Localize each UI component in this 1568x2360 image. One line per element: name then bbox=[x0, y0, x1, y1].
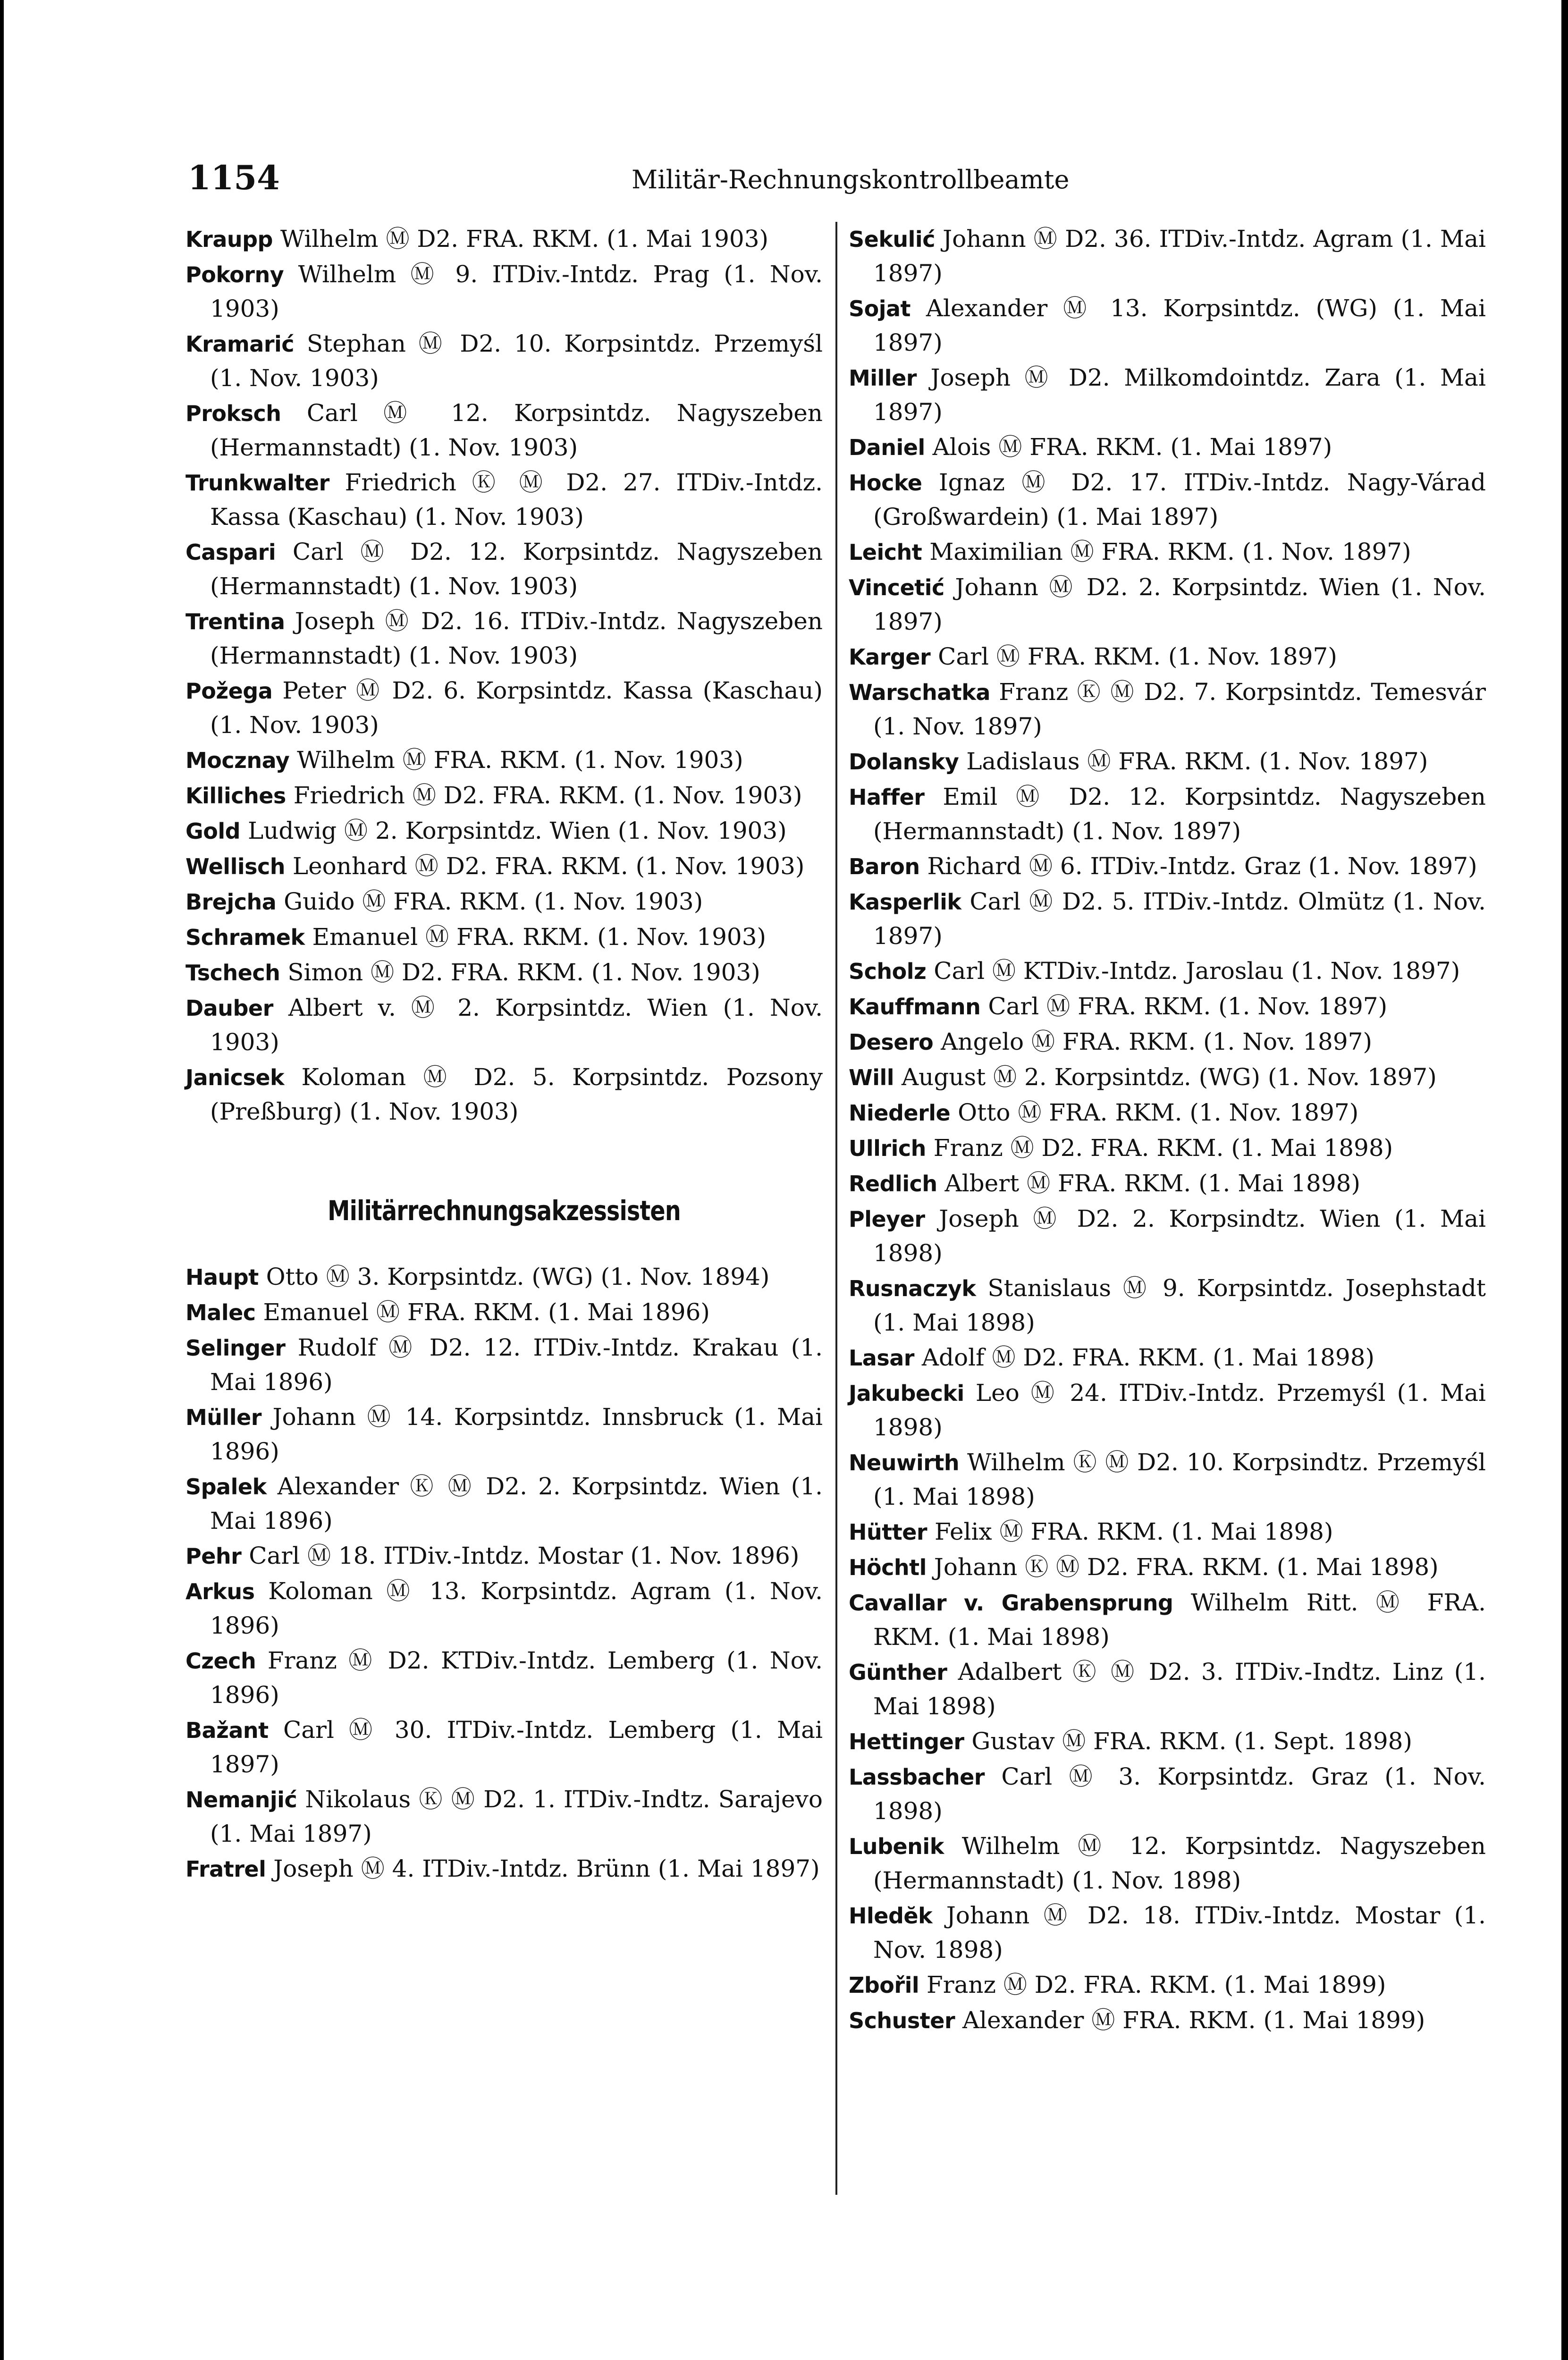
entry-surname: Haffer bbox=[849, 784, 925, 810]
list-item bbox=[185, 991, 823, 1059]
entry-details: Johann Ⓚ Ⓜ D2. FRA. RKM. (1. Mai 1898) bbox=[926, 1553, 1439, 1581]
entry-details: Wilhelm Ⓜ 12. Korpsintdz. Nagyszeben (Hermannstadt) (1. Nov. 1898) bbox=[873, 1832, 1486, 1894]
entry-details: Johann Ⓜ 14. Korpsintdz. Innsbruck (1. Mai 1896) bbox=[210, 1403, 823, 1465]
list-item bbox=[849, 535, 1486, 569]
entry-details: Ignaz Ⓜ D2. 17. ITDiv.-Intdz. Nagy-Várad (Großwardein) (1. Mai 1897) bbox=[873, 469, 1486, 531]
entry-details: Wilhelm Ritt. Ⓜ FRA. RKM. (1. Mai 1898) bbox=[873, 1589, 1486, 1651]
entry-surname: Haupt bbox=[185, 1264, 259, 1290]
entry-surname: Rusnaczyk bbox=[849, 1276, 976, 1301]
entry-details: Joseph Ⓜ D2. Milkomdointdz. Zara (1. Mai 1897) bbox=[873, 364, 1486, 426]
entry-surname: Lubenik bbox=[849, 1834, 944, 1859]
list-item bbox=[849, 989, 1486, 1024]
entry-surname: Proksch bbox=[185, 401, 281, 426]
entry-details: Otto Ⓜ 3. Korpsintdz. (WG) (1. Nov. 1894) bbox=[258, 1263, 770, 1290]
entry-details: Simon Ⓜ D2. FRA. RKM. (1. Nov. 1903) bbox=[280, 959, 760, 986]
entry-details: August Ⓜ 2. Korpsintdz. (WG) (1. Nov. 1897) bbox=[894, 1063, 1437, 1091]
list-item bbox=[185, 920, 823, 954]
entry-surname: Daniel bbox=[849, 435, 925, 460]
list-item bbox=[185, 1713, 823, 1781]
entry-details: Johann Ⓜ D2. 2. Korpsintdz. Wien (1. Nov. 1897) bbox=[873, 573, 1486, 635]
entry-details: Carl Ⓜ 30. ITDiv.-Intdz. Lemberg (1. Mai 1897) bbox=[210, 1716, 823, 1778]
entry-details: Carl Ⓜ FRA. RKM. (1. Nov. 1897) bbox=[930, 643, 1337, 670]
list-item bbox=[849, 1655, 1486, 1723]
entry-surname: Hocke bbox=[849, 470, 922, 496]
list-item bbox=[849, 1060, 1486, 1095]
entry-details: Franz Ⓜ D2. KTDiv.-Intdz. Lemberg (1. Nov. 1896) bbox=[210, 1647, 823, 1709]
list-item bbox=[849, 465, 1486, 534]
entry-surname: Czech bbox=[185, 1648, 256, 1674]
entry-surname: Pokorny bbox=[185, 262, 284, 287]
list-item bbox=[849, 1515, 1486, 1549]
entry-details: Carl Ⓜ KTDiv.-Intdz. Jaroslau (1. Nov. 1897) bbox=[926, 957, 1460, 985]
entry-details: Felix Ⓜ FRA. RKM. (1. Mai 1898) bbox=[927, 1518, 1333, 1545]
entry-details: Wilhelm Ⓜ 9. ITDiv.-Intdz. Prag (1. Nov. 1903) bbox=[210, 261, 823, 322]
list-item bbox=[849, 1025, 1486, 1059]
entry-surname: Jakubecki bbox=[849, 1381, 964, 1406]
entry-details: Leonhard Ⓜ D2. FRA. RKM. (1. Nov. 1903) bbox=[285, 852, 805, 880]
list-item bbox=[849, 1271, 1486, 1340]
entry-list-right bbox=[849, 222, 1486, 2038]
entry-surname: Redlich bbox=[849, 1171, 937, 1197]
list-item bbox=[849, 744, 1486, 779]
entry-surname: Hettinger bbox=[849, 1729, 964, 1754]
list-item bbox=[849, 1202, 1486, 1270]
entry-surname: Günther bbox=[849, 1660, 947, 1685]
entry-details: Richard Ⓜ 6. ITDiv.-Intdz. Graz (1. Nov. 1897) bbox=[919, 852, 1477, 880]
list-item bbox=[185, 849, 823, 884]
entry-surname: Trentina bbox=[185, 609, 285, 634]
document-page bbox=[4, 0, 1561, 2360]
entry-details: Leo Ⓜ 24. ITDiv.-Intdz. Przemyśl (1. Mai 1898) bbox=[873, 1379, 1486, 1441]
entry-details: Franz Ⓜ D2. FRA. RKM. (1. Mai 1899) bbox=[919, 1971, 1386, 1998]
entry-surname: Fratrel bbox=[185, 1856, 266, 1882]
list-item bbox=[849, 2003, 1486, 2038]
entry-details: Guido Ⓜ FRA. RKM. (1. Nov. 1903) bbox=[276, 888, 703, 915]
list-item bbox=[185, 955, 823, 990]
entry-details: Johann Ⓜ D2. 18. ITDiv.-Intdz. Mostar (1. Nov. 1898) bbox=[873, 1902, 1486, 1964]
list-item bbox=[185, 535, 823, 603]
entry-details: Alexander Ⓚ Ⓜ D2. 2. Korpsintdz. Wien (1. Mai 1896) bbox=[210, 1473, 823, 1534]
entry-surname: Scholz bbox=[849, 959, 927, 984]
list-item bbox=[185, 222, 823, 256]
entry-details: Wilhelm Ⓚ Ⓜ D2. 10. Korpsindtz. Przemyśl (1. Mai 1898) bbox=[873, 1449, 1486, 1510]
entry-surname: Janicsek bbox=[185, 1065, 285, 1090]
list-item bbox=[185, 1539, 823, 1573]
entry-surname: Wellisch bbox=[185, 854, 285, 879]
list-item bbox=[185, 1644, 823, 1712]
entry-surname: Bažant bbox=[185, 1718, 269, 1743]
entry-surname: Pleyer bbox=[849, 1206, 925, 1232]
list-item bbox=[849, 1724, 1486, 1759]
list-item bbox=[185, 396, 823, 464]
entry-details: Emanuel Ⓜ FRA. RKM. (1. Mai 1896) bbox=[255, 1298, 710, 1326]
entry-details: Joseph Ⓜ 4. ITDiv.-Intdz. Brünn (1. Mai 1897) bbox=[266, 1855, 820, 1882]
page-number: 1154 bbox=[188, 158, 280, 197]
entry-surname: Baron bbox=[849, 854, 920, 879]
entry-surname: Caspari bbox=[185, 539, 276, 565]
entry-details: Carl Ⓜ D2. 12. Korpsintdz. Nagyszeben (Hermannstadt) (1. Nov. 1903) bbox=[210, 538, 823, 600]
entry-surname: Niederle bbox=[849, 1100, 951, 1126]
entry-surname: Kauffmann bbox=[849, 994, 981, 1020]
entry-list-left-a bbox=[185, 222, 823, 1129]
entry-surname: Selinger bbox=[185, 1335, 286, 1361]
entry-details: Koloman Ⓜ D2. 5. Korpsintdz. Pozsony (Preßburg) (1. Nov. 1903) bbox=[210, 1063, 823, 1125]
entry-details: Carl Ⓜ 18. ITDiv.-Intdz. Mostar (1. Nov. 1896) bbox=[241, 1542, 800, 1569]
list-item bbox=[849, 291, 1486, 360]
entry-details: Maximilian Ⓜ FRA. RKM. (1. Nov. 1897) bbox=[922, 538, 1411, 565]
list-item bbox=[185, 1852, 823, 1886]
entry-details: Franz Ⓚ Ⓜ D2. 7. Korpsintdz. Temesvár (1. Nov. 1897) bbox=[873, 678, 1486, 740]
entry-details: Wilhelm Ⓜ D2. FRA. RKM. (1. Mai 1903) bbox=[272, 225, 769, 253]
entry-surname: Sojat bbox=[849, 296, 911, 321]
list-item bbox=[849, 361, 1486, 429]
list-item bbox=[185, 1331, 823, 1399]
entry-surname: Lassbacher bbox=[849, 1764, 985, 1790]
entry-surname: Müller bbox=[185, 1405, 261, 1430]
list-item bbox=[849, 1131, 1486, 1165]
list-item bbox=[185, 1400, 823, 1468]
list-item bbox=[849, 1968, 1486, 2002]
entry-details: Stanislaus Ⓜ 9. Korpsintdz. Josephstadt (1. Mai 1898) bbox=[873, 1274, 1486, 1336]
entry-details: Emanuel Ⓜ FRA. RKM. (1. Nov. 1903) bbox=[304, 923, 767, 951]
entry-surname: Kraupp bbox=[185, 227, 273, 252]
entry-surname: Leicht bbox=[849, 539, 922, 565]
list-item bbox=[185, 1782, 823, 1851]
entry-surname: Desero bbox=[849, 1029, 934, 1055]
entry-surname: Trunkwalter bbox=[185, 470, 329, 496]
entry-details: Alois Ⓜ FRA. RKM. (1. Mai 1897) bbox=[925, 433, 1332, 461]
entry-details: Ludwig Ⓜ 2. Korpsintdz. Wien (1. Nov. 1903) bbox=[240, 817, 787, 844]
entry-surname: Arkus bbox=[185, 1579, 255, 1604]
entry-surname: Ullrich bbox=[849, 1136, 926, 1161]
entry-surname: Warschatka bbox=[849, 680, 990, 705]
entry-surname: Nemanjić bbox=[185, 1787, 297, 1812]
entry-details: Albert Ⓜ FRA. RKM. (1. Mai 1898) bbox=[937, 1170, 1360, 1197]
entry-surname: Dauber bbox=[185, 995, 273, 1021]
list-item bbox=[849, 1376, 1486, 1444]
entry-details: Franz Ⓜ D2. FRA. RKM. (1. Mai 1898) bbox=[926, 1134, 1393, 1162]
list-item bbox=[185, 674, 823, 742]
entry-surname: Lasar bbox=[849, 1345, 914, 1371]
entry-details: Stephan Ⓜ D2. 10. Korpsintdz. Przemyśl (1. Nov. 1903) bbox=[210, 330, 823, 392]
page-header bbox=[188, 158, 1524, 205]
entry-details: Wilhelm Ⓜ FRA. RKM. (1. Nov. 1903) bbox=[289, 746, 743, 774]
list-item bbox=[849, 1829, 1486, 1897]
list-item bbox=[849, 885, 1486, 953]
list-item bbox=[185, 465, 823, 534]
entry-surname: Höchtl bbox=[849, 1555, 927, 1580]
entry-surname: Gold bbox=[185, 818, 241, 844]
list-item bbox=[185, 743, 823, 777]
list-item bbox=[849, 954, 1486, 988]
column-divider bbox=[835, 222, 837, 2195]
list-item bbox=[849, 570, 1486, 639]
list-item bbox=[849, 849, 1486, 884]
entry-details: Friedrich Ⓜ D2. FRA. RKM. (1. Nov. 1903) bbox=[286, 782, 802, 809]
list-item bbox=[185, 1574, 823, 1643]
entry-details: Otto Ⓜ FRA. RKM. (1. Nov. 1897) bbox=[950, 1099, 1359, 1126]
list-item bbox=[849, 1550, 1486, 1585]
list-item bbox=[185, 1260, 823, 1294]
entry-details: Johann Ⓜ D2. 36. ITDiv.-Intdz. Agram (1. Mai 1897) bbox=[873, 225, 1486, 287]
entry-details: Joseph Ⓜ D2. 2. Korpsindtz. Wien (1. Mai 1898) bbox=[873, 1205, 1486, 1267]
entry-details: Adalbert Ⓚ Ⓜ D2. 3. ITDiv.-Indtz. Linz (1. Mai 1898) bbox=[873, 1658, 1486, 1720]
entry-surname: Zbořil bbox=[849, 1972, 919, 1998]
entry-surname: Hütter bbox=[849, 1519, 927, 1545]
entry-details: Friedrich Ⓚ Ⓜ D2. 27. ITDiv.-Intdz. Kassa (Kaschau) (1. Nov. 1903) bbox=[210, 469, 823, 531]
entry-details: Carl Ⓜ 3. Korpsintdz. Graz (1. Nov. 1898) bbox=[873, 1763, 1486, 1825]
entry-surname: Miller bbox=[849, 365, 917, 391]
entry-details: Carl Ⓜ FRA. RKM. (1. Nov. 1897) bbox=[980, 993, 1388, 1020]
entry-surname: Schuster bbox=[849, 2008, 955, 2033]
entry-surname: Killiches bbox=[185, 783, 286, 809]
entry-details: Joseph Ⓜ D2. 16. ITDiv.-Intdz. Nagyszeben (Hermannstadt) (1. Nov. 1903) bbox=[210, 607, 823, 669]
entry-surname: Vincetić bbox=[849, 575, 944, 600]
entry-surname: Tschech bbox=[185, 960, 280, 986]
entry-surname: Hledĕk bbox=[849, 1903, 933, 1929]
list-item bbox=[185, 814, 823, 848]
list-item bbox=[849, 1445, 1486, 1514]
entry-surname: Kramarić bbox=[185, 331, 295, 357]
entry-surname: Sekulić bbox=[849, 227, 935, 252]
entry-details: Adolf Ⓜ D2. FRA. RKM. (1. Mai 1898) bbox=[914, 1344, 1375, 1371]
entry-surname: Malec bbox=[185, 1300, 256, 1325]
list-item bbox=[185, 1060, 823, 1129]
entry-details: Emil Ⓜ D2. 12. Korpsintdz. Nagyszeben (Hermannstadt) (1. Nov. 1897) bbox=[873, 783, 1486, 845]
list-item bbox=[849, 780, 1486, 848]
entry-details: Alexander Ⓜ FRA. RKM. (1. Mai 1899) bbox=[955, 2006, 1425, 2034]
entry-details: Peter Ⓜ D2. 6. Korpsintdz. Kassa (Kaschau) (1. Nov. 1903) bbox=[210, 677, 823, 739]
entry-surname: Neuwirth bbox=[849, 1450, 960, 1475]
list-item bbox=[849, 1585, 1486, 1654]
entry-surname: Schramek bbox=[185, 925, 305, 950]
list-item bbox=[849, 222, 1486, 290]
entry-details: Carl Ⓜ D2. 5. ITDiv.-Intdz. Olmütz (1. Nov. 1897) bbox=[873, 888, 1486, 950]
list-item bbox=[849, 1096, 1486, 1130]
list-item bbox=[849, 1340, 1486, 1375]
list-item bbox=[185, 778, 823, 813]
entry-details: Gustav Ⓜ FRA. RKM. (1. Sept. 1898) bbox=[964, 1728, 1412, 1755]
entry-details: Koloman Ⓜ 13. Korpsintdz. Agram (1. Nov. 1896) bbox=[210, 1577, 823, 1639]
entry-surname: Spalek bbox=[185, 1474, 267, 1500]
entry-details: Rudolf Ⓜ D2. 12. ITDiv.-Intdz. Krakau (1. Mai 1896) bbox=[210, 1334, 823, 1396]
list-item bbox=[849, 1166, 1486, 1201]
list-item bbox=[849, 640, 1486, 674]
entry-details: Ladislaus Ⓜ FRA. RKM. (1. Nov. 1897) bbox=[959, 748, 1428, 775]
entry-details: Carl Ⓜ 12. Korpsintdz. Nagyszeben (Hermannstadt) (1. Nov. 1903) bbox=[210, 399, 823, 461]
entry-surname: Pehr bbox=[185, 1543, 242, 1569]
entry-surname: Will bbox=[849, 1065, 894, 1090]
entry-surname: Brejcha bbox=[185, 889, 277, 915]
entry-surname: Mocznay bbox=[185, 748, 290, 773]
entry-surname: Dolansky bbox=[849, 749, 959, 775]
list-item bbox=[849, 1898, 1486, 1967]
entry-details: Angelo Ⓜ FRA. RKM. (1. Nov. 1897) bbox=[933, 1028, 1372, 1055]
entry-details: Albert v. Ⓜ 2. Korpsintdz. Wien (1. Nov. 1903) bbox=[210, 994, 823, 1056]
list-item bbox=[849, 1760, 1486, 1828]
entry-surname: Karger bbox=[849, 644, 931, 670]
list-item bbox=[185, 257, 823, 326]
list-item bbox=[185, 604, 823, 673]
entry-list-left-b bbox=[185, 1260, 823, 1886]
list-item bbox=[849, 430, 1486, 464]
list-item bbox=[849, 675, 1486, 743]
entry-surname: Kasperlik bbox=[849, 889, 961, 915]
left-column bbox=[185, 222, 823, 1887]
entry-surname: Požega bbox=[185, 678, 273, 704]
right-column bbox=[849, 222, 1486, 2039]
section-heading: Militärrechnungsakzessisten bbox=[328, 1195, 681, 1227]
entry-details: Nikolaus Ⓚ Ⓜ D2. 1. ITDiv.-Indtz. Sarajevo (1. Mai 1897) bbox=[210, 1786, 823, 1847]
entry-details: Alexander Ⓜ 13. Korpsintdz. (WG) (1. Mai 1897) bbox=[873, 295, 1486, 356]
list-item bbox=[185, 885, 823, 919]
list-item bbox=[185, 327, 823, 395]
list-item bbox=[185, 1469, 823, 1538]
list-item bbox=[185, 1295, 823, 1330]
entry-surname: Cavallar v. Grabensprung bbox=[849, 1590, 1173, 1616]
running-title: Militär-Rechnungskontrollbeamte bbox=[632, 165, 1070, 194]
